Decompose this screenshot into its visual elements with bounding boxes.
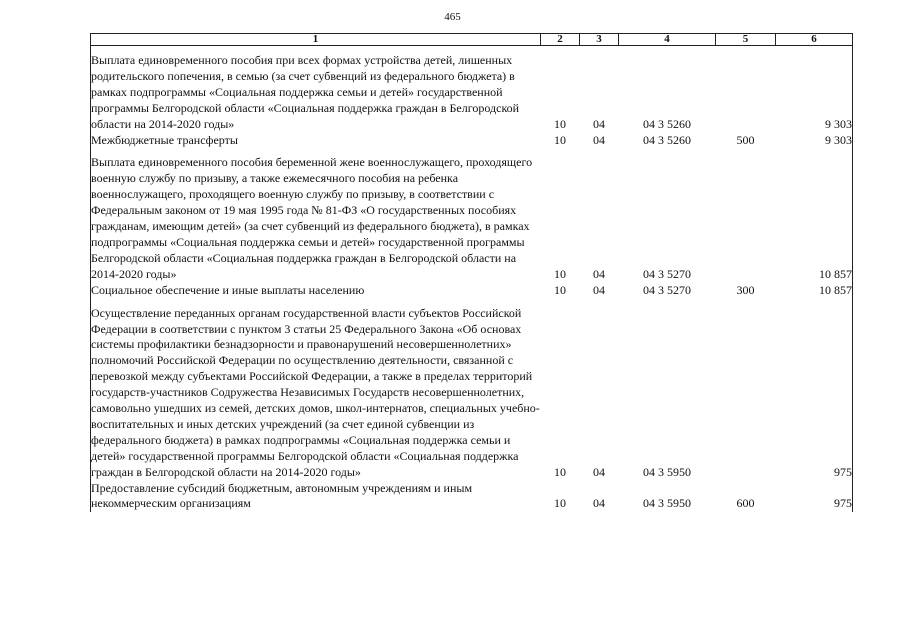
row-section: 10 bbox=[554, 282, 566, 297]
table-row bbox=[91, 283, 853, 299]
row-subsection: 04 bbox=[593, 464, 605, 479]
row-expense-type: 600 bbox=[736, 496, 755, 511]
header-col-2: 2 bbox=[541, 34, 580, 46]
row-amount: 9 303 bbox=[776, 53, 853, 133]
row-expense-type: 500 bbox=[736, 132, 755, 147]
row-expense-type bbox=[716, 53, 776, 133]
row-section: 10 bbox=[554, 464, 566, 479]
row-name: Социальное обеспечение и иные выплаты населению bbox=[91, 283, 541, 299]
row-amount: 9 303 bbox=[776, 133, 853, 149]
row-expense-type bbox=[716, 306, 776, 481]
header-col-5: 5 bbox=[716, 34, 776, 46]
row-subsection: 04 bbox=[593, 116, 605, 131]
table-spacer bbox=[91, 299, 853, 306]
row-target-article: 04 3 5950 bbox=[643, 496, 691, 511]
row-target-article: 04 3 5260 bbox=[643, 132, 691, 147]
row-section: 10 bbox=[554, 132, 566, 147]
table-row bbox=[91, 155, 853, 282]
row-amount: 10 857 bbox=[776, 283, 853, 299]
row-subsection: 04 bbox=[593, 266, 605, 281]
row-subsection: 04 bbox=[593, 282, 605, 297]
row-expense-type: 300 bbox=[736, 282, 755, 297]
table-spacer bbox=[91, 46, 853, 54]
row-section: 10 bbox=[554, 496, 566, 511]
row-name: Выплата единовременного пособия беременной жене военнослужащего, проходящего военную службу по призыву, а также ежемесячного пособия на ребенка военнослужащего, проходящего военную службу по призыву, в соответствии с Федеральным законом от 19 мая 1995 года № 81-ФЗ «О государственных пособиях гражданам, имеющим детей» (за счет субвенций из федерального бюджета), в рамках подпрограммы «Социальная поддержка семьи и детей» государственной программы Белгородской области «Социальная поддержка граждан в Белгородской области на 2014-2020 годы» bbox=[91, 155, 541, 282]
row-target-article: 04 3 5950 bbox=[643, 464, 691, 479]
row-amount: 975 bbox=[776, 306, 853, 481]
table-row bbox=[91, 53, 853, 133]
header-col-3: 3 bbox=[580, 34, 619, 46]
table-spacer bbox=[91, 148, 853, 155]
header-col-1: 1 bbox=[91, 34, 541, 46]
table-row bbox=[91, 306, 853, 481]
table-row bbox=[91, 133, 853, 149]
row-name: Осуществление переданных органам государственной власти субъектов Российской Федерации в соответствии с пунктом 3 статьи 25 Федерального Закона «Об основах системы профилактики безнадзорности и правонарушений несовершеннолетних» полномочий Российской Федерации по осуществлению деятельности, связанной с перевозкой между субъектами Российской Федерации, а также в пределах территорий государств-участников Содружества Независимых Государств несовершеннолетних, самовольно ушедших из семей, детских домов, школ-интернатов, специальных учебно-воспитательных и иных детских учреждений (за счет единой субвенции из федерального бюджета) в рамках подпрограммы «Социальная поддержка семьи и детей» государственной программы Белгородской области «Социальная поддержка граждан в Белгородской области на 2014-2020 годы» bbox=[91, 305, 540, 479]
row-subsection: 04 bbox=[593, 496, 605, 511]
row-target-article: 04 3 5260 bbox=[643, 116, 691, 131]
page-number: 465 bbox=[444, 11, 461, 23]
row-section: 10 bbox=[554, 116, 566, 131]
row-amount: 10 857 bbox=[776, 155, 853, 282]
table-row bbox=[91, 481, 853, 513]
row-name: Межбюджетные трансферты bbox=[91, 133, 541, 149]
row-subsection: 04 bbox=[593, 132, 605, 147]
row-expense-type bbox=[716, 155, 776, 282]
row-section: 10 bbox=[554, 266, 566, 281]
table-header-row bbox=[91, 34, 853, 46]
row-name: Выплата единовременного пособия при всех формах устройства детей, лишенных родительского попечения, в семью (за счет субвенций из федерального бюджета) в рамках подпрограммы «Социальная поддержка семьи и детей» государственной программы Белгородской области «Социальная поддержка граждан в Белгородской области на 2014-2020 годы» bbox=[91, 53, 541, 133]
budget-table bbox=[90, 33, 853, 512]
header-col-6: 6 bbox=[776, 34, 853, 46]
row-target-article: 04 3 5270 bbox=[643, 282, 691, 297]
row-amount: 975 bbox=[776, 481, 853, 513]
row-name: Предоставление субсидий бюджетным, автономным учреждениям и иным некоммерческим организациям bbox=[91, 481, 541, 513]
row-target-article: 04 3 5270 bbox=[643, 266, 691, 281]
header-col-4: 4 bbox=[619, 34, 716, 46]
